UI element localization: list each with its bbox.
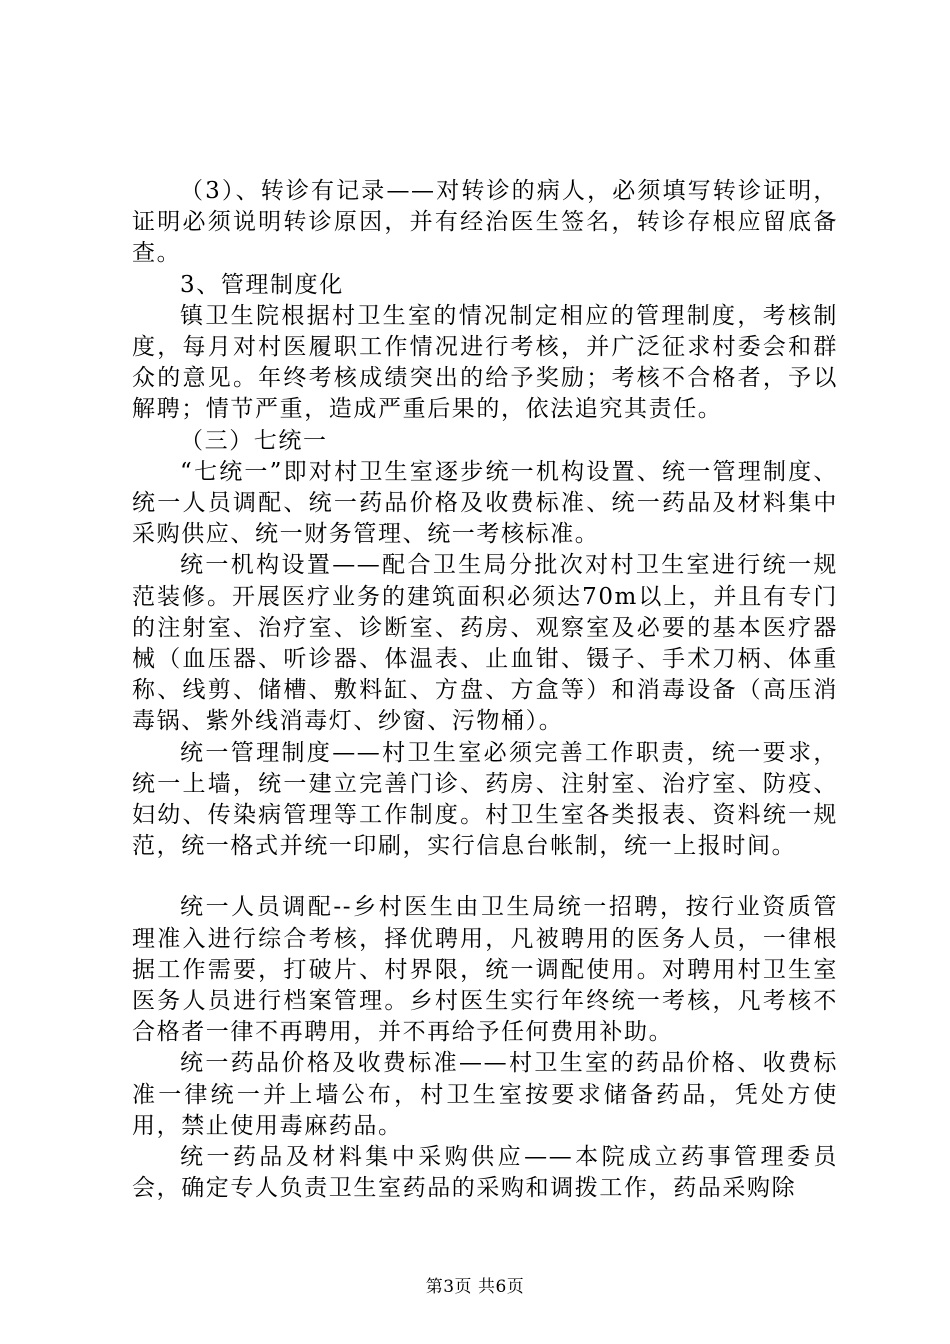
paragraph-referral-records: （3）、转诊有记录——对转诊的病人，必须填写转诊证明，证明必须说明转诊原因，并有经治医生签名，转诊存根应留底备查。 [132,178,838,267]
paragraph-spacer [132,862,838,892]
paragraph-unified-pricing: 统一药品价格及收费标准——村卫生室的药品价格、收费标准一律统一并上墙公布，村卫生室按要求储备药品，凭处方使用，禁止使用毒麻药品。 [132,1050,838,1139]
heading-management-system: 3、管理制度化 [180,271,344,298]
page-footer: 第3页 共6页 [425,1277,525,1297]
paragraph-unified-personnel: 统一人员调配--乡村医生由卫生局统一招聘，按行业资质管理准入进行综合考核，择优聘用，凡被聘用的医务人员，一律根据工作需要，打破片、村界限，统一调配使用。对聘用村卫生室医务人员进行档案管理。乡村医生实行年终统一考核，凡考核不合格者一律不再聘用，并不再给予任何费用补助。 [132,894,838,1046]
paragraph-management-system: 镇卫生院根据村卫生室的情况制定相应的管理制度，考核制度，每月对村医履职工作情况进行考核，并广泛征求村委会和群众的意见。年终考核成绩突出的给予奖励；考核不合格者，予以解聘；情节严重，造成严重后果的，依法追究其责任。 [132,302,838,423]
paragraph-unified-procurement: 统一药品及材料集中采购供应——本院成立药事管理委员会，确定专人负责卫生室药品的采购和调拨工作，药品采购除 [132,1144,838,1202]
document-body [132,176,838,1205]
paragraph-unified-management: 统一管理制度——村卫生室必须完善工作职责，统一要求，统一上墙，统一建立完善门诊、药房、注射室、治疗室、防疫、妇幼、传染病管理等工作制度。村卫生室各类报表、资料统一规范，统一格式并统一印刷，实行信息台帐制，统一上报时间。 [132,739,838,860]
paragraph-seven-unifications-intro: “七统一”即对村卫生室逐步统一机构设置、统一管理制度、统一人员调配、统一药品价格及收费标准、统一药品及材料集中采购供应、统一财务管理、统一考核标准。 [132,458,838,548]
heading-seven-unifications: （三）七统一 [180,427,328,454]
paragraph-unified-institution: 统一机构设置——配合卫生局分批次对村卫生室进行统一规范装修。开展医疗业务的建筑面积必须达70m以上，并且有专门的注射室、治疗室、诊断室、药房、观察室及必要的基本医疗器械（血压器、听诊器、体温表、止血钳、镊子、手术刀柄、体重称、线剪、储槽、敷料缸、方盘、方盒等）和消毒设备（高压消毒锅、紫外线消毒灯、纱窗、污物桶）。 [132,552,838,735]
